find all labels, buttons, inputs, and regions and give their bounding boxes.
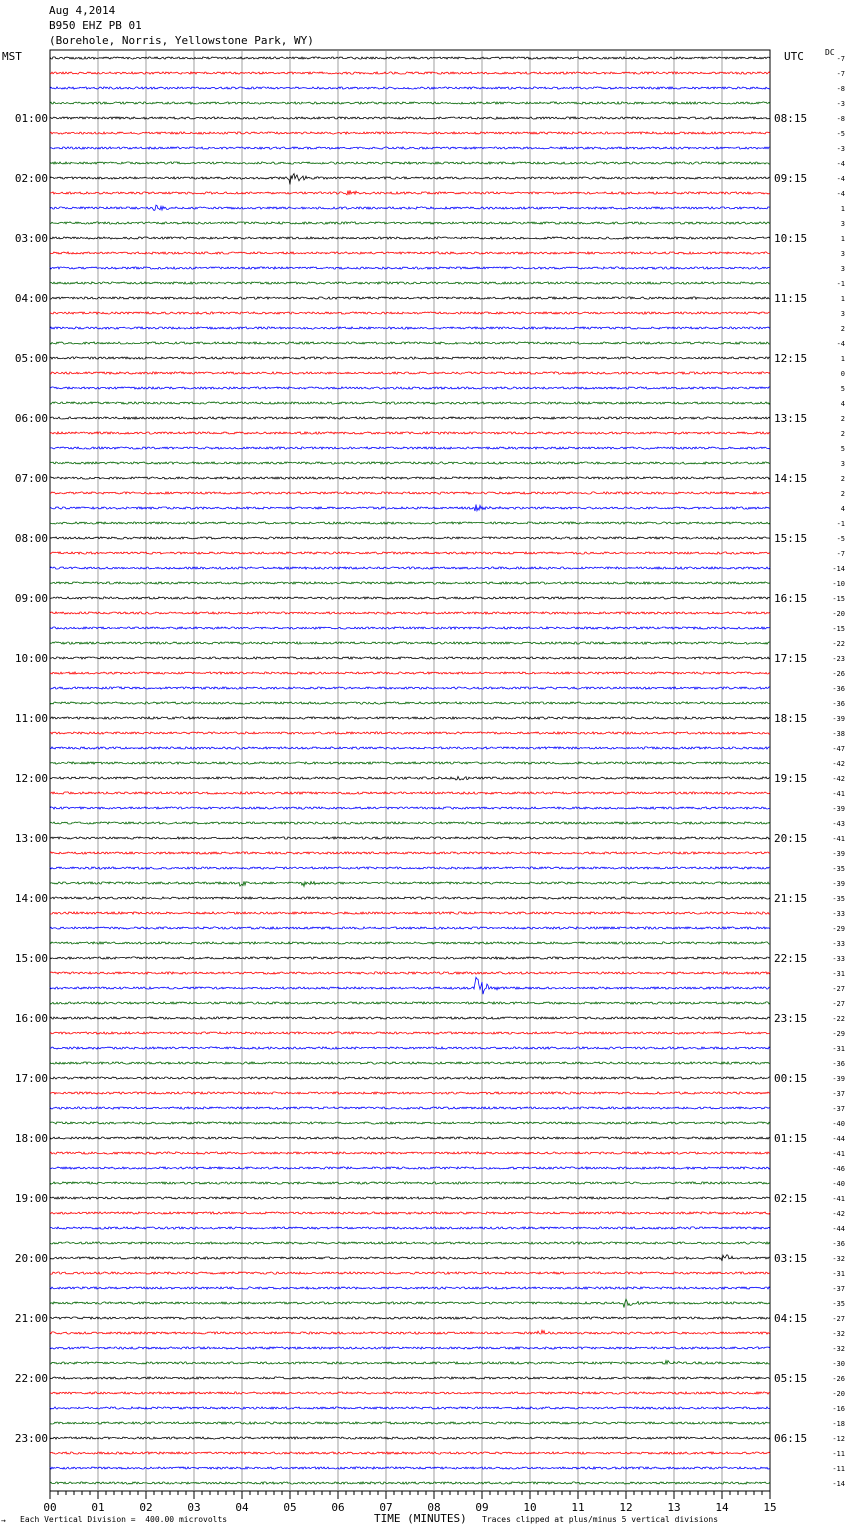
trace-line	[50, 977, 770, 994]
dc-offset-label: -3	[836, 100, 845, 108]
trace-line	[50, 447, 770, 449]
trace-line	[50, 822, 770, 824]
mst-hour-label: 11:00	[14, 712, 48, 725]
trace-line	[50, 1330, 770, 1334]
dc-offset-label: -42	[832, 760, 845, 768]
dc-offset-label: -7	[836, 70, 845, 78]
x-tick-label: 08	[427, 1501, 441, 1514]
trace-line	[50, 402, 770, 404]
scale-note: Each Vertical Division = 400.00 microvolts	[20, 1515, 228, 1524]
dc-offset-label: -22	[832, 1015, 845, 1023]
trace-line	[50, 522, 770, 524]
dc-offset-label: -39	[832, 850, 845, 858]
utc-hour-label: 16:15	[774, 592, 808, 605]
trace-line	[50, 1092, 770, 1094]
x-tick-label: 06	[331, 1501, 345, 1514]
trace-line	[50, 672, 770, 674]
utc-hour-label: 08:15	[774, 112, 808, 125]
trace-line	[50, 327, 770, 329]
dc-offset-label: -37	[832, 1285, 845, 1293]
trace-line	[50, 387, 770, 389]
dc-offset-label: -41	[832, 1150, 845, 1158]
plot-grid	[50, 50, 770, 1491]
trace-line	[50, 762, 770, 764]
trace-line	[50, 1152, 770, 1154]
dc-offset-label: -27	[832, 985, 845, 993]
trace-line	[50, 1299, 770, 1307]
dc-offset-label: 1	[840, 295, 845, 303]
trace-line	[50, 342, 770, 344]
utc-hour-label: 12:15	[774, 352, 808, 365]
record-date: Aug 4,2014	[49, 4, 116, 17]
dc-offset-label: -3	[836, 145, 845, 153]
trace-line	[50, 1047, 770, 1049]
dc-offset-label: -4	[836, 175, 845, 183]
dc-offset-label: -30	[832, 1360, 845, 1368]
dc-offset-label: 3	[840, 265, 845, 273]
trace-line	[50, 1122, 770, 1124]
trace-line	[50, 1182, 770, 1184]
trace-line	[50, 190, 770, 194]
trace-line	[50, 1482, 770, 1484]
trace-line	[50, 881, 770, 886]
trace-line	[50, 1407, 770, 1409]
dc-offset-label: -11	[832, 1465, 845, 1473]
trace-line	[50, 717, 770, 719]
dc-offset-label: 3	[840, 310, 845, 318]
dc-offset-label: -7	[836, 550, 845, 558]
trace-line	[50, 732, 770, 734]
x-tick-label: 14	[715, 1501, 729, 1514]
trace-line	[50, 1347, 770, 1349]
dc-offset-label: -22	[832, 640, 845, 648]
utc-hour-label: 05:15	[774, 1372, 808, 1385]
trace-line	[50, 282, 770, 284]
dc-offset-label: -15	[832, 595, 845, 603]
dc-offset-label: -1	[836, 280, 845, 288]
dc-offset-label: -32	[832, 1255, 845, 1263]
trace-line	[50, 597, 770, 599]
station-code: B950 EHZ PB 01	[49, 19, 142, 32]
utc-hour-label: 00:15	[774, 1072, 808, 1085]
dc-offset-label: -12	[832, 1435, 845, 1443]
trace-line	[50, 912, 770, 914]
dc-offset-label: 3	[840, 220, 845, 228]
dc-offset-label: -27	[832, 1000, 845, 1008]
dc-offset-label: 1	[840, 355, 845, 363]
x-tick-label: 07	[379, 1501, 393, 1514]
utc-hour-label: 01:15	[774, 1132, 808, 1145]
dc-offset-label: -14	[832, 565, 845, 573]
dc-offset-label: -23	[832, 655, 845, 663]
x-tick-label: 03	[187, 1501, 201, 1514]
trace-line	[50, 162, 770, 164]
trace-line	[50, 222, 770, 224]
dc-offset-label: 5	[840, 385, 845, 393]
trace-line	[50, 1272, 770, 1274]
dc-offset-label: -18	[832, 1420, 845, 1428]
dc-offset-label: -10	[832, 580, 845, 588]
trace-line	[50, 612, 770, 614]
dc-offset-label: -40	[832, 1120, 845, 1128]
x-tick-label: 11	[571, 1501, 585, 1514]
x-tick-label: 05	[283, 1501, 297, 1514]
trace-line	[50, 87, 770, 89]
dc-offset-label: 5	[840, 445, 845, 453]
dc-offset-label: -33	[832, 910, 845, 918]
utc-hour-label: 09:15	[774, 172, 808, 185]
utc-hour-label: 15:15	[774, 532, 808, 545]
trace-line	[50, 1452, 770, 1454]
mst-hour-label: 05:00	[14, 352, 48, 365]
trace-line	[50, 117, 770, 119]
dc-offset-label: -20	[832, 1390, 845, 1398]
trace-line	[50, 867, 770, 869]
mst-hour-label: 01:00	[14, 112, 48, 125]
utc-hour-label: 13:15	[774, 412, 808, 425]
mst-hour-label: 19:00	[14, 1192, 48, 1205]
dc-offset-label: -33	[832, 955, 845, 963]
trace-line	[50, 432, 770, 434]
trace-line	[50, 657, 770, 659]
mst-hour-label: 14:00	[14, 892, 48, 905]
dc-offset-label: 2	[840, 490, 845, 498]
trace-line	[50, 972, 770, 974]
mst-hour-label: 08:00	[14, 532, 48, 545]
dc-offset-label: -36	[832, 685, 845, 693]
trace-line	[50, 477, 770, 479]
dc-offset-label: -35	[832, 1300, 845, 1308]
trace-line	[50, 582, 770, 584]
clip-note: Traces clipped at plus/minus 5 vertical divisions	[482, 1515, 719, 1524]
trace-line	[50, 72, 770, 74]
trace-line	[50, 132, 770, 134]
station-location: (Borehole, Norris, Yellowstone Park, WY)	[49, 34, 314, 47]
trace-line	[50, 747, 770, 749]
trace-line	[50, 687, 770, 689]
dc-offset-label: -43	[832, 820, 845, 828]
utc-hour-label: 20:15	[774, 832, 808, 845]
dc-offset-label: -31	[832, 1045, 845, 1053]
x-tick-label: 00	[43, 1501, 57, 1514]
utc-hour-label: 10:15	[774, 232, 808, 245]
x-axis-title: TIME (MINUTES)	[374, 1512, 467, 1525]
dc-offset-label: -42	[832, 775, 845, 783]
mst-hour-label: 16:00	[14, 1012, 48, 1025]
trace-line	[50, 1227, 770, 1229]
mst-hour-label: 15:00	[14, 952, 48, 965]
x-tick-label: 13	[667, 1501, 681, 1514]
dc-offset-label: -33	[832, 940, 845, 948]
mst-hour-label: 04:00	[14, 292, 48, 305]
dc-offset-label: -26	[832, 670, 845, 678]
trace-line	[50, 837, 770, 839]
trace-line	[50, 1242, 770, 1244]
trace-line	[50, 1032, 770, 1034]
trace-line	[50, 1317, 770, 1319]
dc-offset-label: -41	[832, 1195, 845, 1203]
trace-line	[50, 1212, 770, 1214]
trace-line	[50, 1167, 770, 1169]
trace-line	[50, 1377, 770, 1379]
mst-hour-label: 07:00	[14, 472, 48, 485]
mst-hour-label: 06:00	[14, 412, 48, 425]
trace-line	[50, 852, 770, 854]
dc-offset-label: -36	[832, 700, 845, 708]
utc-hour-label: 04:15	[774, 1312, 808, 1325]
dc-offset-label: -36	[832, 1060, 845, 1068]
dc-offset-label: -39	[832, 1075, 845, 1083]
dc-offset-label: 3	[840, 460, 845, 468]
trace-line	[50, 267, 770, 269]
trace-line	[50, 372, 770, 374]
mst-hour-label: 13:00	[14, 832, 48, 845]
dc-offset-label: -41	[832, 790, 845, 798]
trace-line	[50, 297, 770, 299]
dc-offset-label: -4	[836, 190, 845, 198]
dc-offset-label: -1	[836, 520, 845, 528]
dc-offset-label: 4	[840, 505, 845, 513]
utc-hour-label: 02:15	[774, 1192, 808, 1205]
dc-offset-label: -37	[832, 1090, 845, 1098]
dc-offset-label: -38	[832, 730, 845, 738]
dc-label: DC	[825, 48, 835, 57]
trace-line	[50, 57, 770, 59]
trace-line	[50, 1437, 770, 1439]
plot-frame	[50, 50, 770, 1491]
trace-line	[50, 957, 770, 959]
trace-line	[50, 417, 770, 419]
dc-offset-label: -27	[832, 1315, 845, 1323]
dc-offset-label: -4	[836, 340, 845, 348]
mst-hour-label: 17:00	[14, 1072, 48, 1085]
mst-hour-label: 22:00	[14, 1372, 48, 1385]
dc-offset-label: -41	[832, 835, 845, 843]
x-tick-label: 12	[619, 1501, 633, 1514]
utc-hour-label: 23:15	[774, 1012, 808, 1025]
trace-line	[50, 1392, 770, 1394]
x-tick-label: 15	[763, 1501, 777, 1514]
mst-hour-label: 02:00	[14, 172, 48, 185]
trace-line	[50, 102, 770, 104]
dc-offset-label: -44	[832, 1225, 845, 1233]
mst-hour-label: 23:00	[14, 1432, 48, 1445]
dc-offset-label: -37	[832, 1105, 845, 1113]
mst-hour-label: 09:00	[14, 592, 48, 605]
x-tick-label: 10	[523, 1501, 537, 1514]
trace-line	[50, 627, 770, 629]
trace-line	[50, 312, 770, 314]
x-tick-label: 04	[235, 1501, 249, 1514]
dc-offset-label: 2	[840, 430, 845, 438]
x-tick-label: 02	[139, 1501, 153, 1514]
dc-offset-label: -42	[832, 1210, 845, 1218]
seismic-traces	[15, 55, 845, 1488]
trace-line	[50, 702, 770, 704]
utc-hour-label: 06:15	[774, 1432, 808, 1445]
trace-line	[50, 147, 770, 149]
trace-line	[50, 897, 770, 899]
dc-offset-label: -36	[832, 1240, 845, 1248]
trace-line	[50, 1137, 770, 1139]
dc-offset-label: 3	[840, 250, 845, 258]
dc-offset-label: -15	[832, 625, 845, 633]
trace-line	[50, 942, 770, 944]
utc-hour-label: 22:15	[774, 952, 808, 965]
dc-offset-label: -8	[836, 115, 845, 123]
dc-offset-label: 4	[840, 400, 845, 408]
trace-line	[50, 1077, 770, 1079]
trace-line	[50, 927, 770, 929]
dc-offset-label: -7	[836, 55, 845, 63]
dc-offset-label: -39	[832, 805, 845, 813]
dc-offset-label: -39	[832, 880, 845, 888]
utc-hour-label: 18:15	[774, 712, 808, 725]
dc-offset-label: -5	[836, 130, 845, 138]
dc-offset-label: -44	[832, 1135, 845, 1143]
dc-offset-label: -16	[832, 1405, 845, 1413]
mst-hour-label: 18:00	[14, 1132, 48, 1145]
mst-hour-label: 03:00	[14, 232, 48, 245]
trace-line	[50, 807, 770, 809]
trace-line	[50, 174, 770, 185]
utc-hour-label: 11:15	[774, 292, 808, 305]
right-axis-label: UTC	[784, 50, 804, 63]
trace-line	[50, 1197, 770, 1199]
utc-hour-label: 17:15	[774, 652, 808, 665]
dc-offset-label: -26	[832, 1375, 845, 1383]
trace-line	[50, 252, 770, 254]
corner-mark: →	[1, 1516, 6, 1525]
dc-offset-label: -31	[832, 970, 845, 978]
utc-hour-label: 19:15	[774, 772, 808, 785]
x-tick-label: 09	[475, 1501, 489, 1514]
trace-line	[50, 792, 770, 794]
trace-line	[50, 777, 770, 781]
dc-offset-label: -46	[832, 1165, 845, 1173]
dc-offset-label: -35	[832, 895, 845, 903]
dc-offset-label: -5	[836, 535, 845, 543]
dc-offset-label: 2	[840, 475, 845, 483]
dc-offset-label: -4	[836, 160, 845, 168]
trace-line	[50, 1287, 770, 1289]
dc-offset-label: -29	[832, 1030, 845, 1038]
trace-line	[50, 537, 770, 539]
dc-offset-label: -29	[832, 925, 845, 933]
trace-line	[50, 205, 770, 210]
trace-line	[50, 567, 770, 569]
dc-offset-label: -40	[832, 1180, 845, 1188]
dc-offset-label: 1	[840, 235, 845, 243]
dc-offset-label: -14	[832, 1480, 845, 1488]
trace-line	[50, 492, 770, 494]
dc-offset-label: 0	[840, 370, 845, 378]
trace-line	[50, 1002, 770, 1004]
dc-offset-label: -11	[832, 1450, 845, 1458]
trace-line	[50, 1422, 770, 1424]
dc-offset-label: -47	[832, 745, 845, 753]
trace-line	[50, 1107, 770, 1109]
trace-line	[50, 1062, 770, 1064]
mst-hour-label: 20:00	[14, 1252, 48, 1265]
dc-offset-label: -8	[836, 85, 845, 93]
dc-offset-label: 2	[840, 325, 845, 333]
trace-line	[50, 1361, 770, 1365]
trace-line	[50, 552, 770, 554]
dc-offset-label: 1	[840, 205, 845, 213]
dc-offset-label: -32	[832, 1330, 845, 1338]
mst-hour-label: 12:00	[14, 772, 48, 785]
trace-line	[50, 357, 770, 359]
trace-line	[50, 1255, 770, 1261]
x-axis	[43, 1491, 776, 1514]
dc-offset-label: 2	[840, 415, 845, 423]
dc-offset-label: -39	[832, 715, 845, 723]
dc-offset-label: -35	[832, 865, 845, 873]
dc-offset-label: -31	[832, 1270, 845, 1278]
trace-line	[50, 1017, 770, 1019]
mst-hour-label: 10:00	[14, 652, 48, 665]
dc-offset-label: -32	[832, 1345, 845, 1353]
left-axis-label: MST	[2, 50, 22, 63]
mst-hour-label: 21:00	[14, 1312, 48, 1325]
trace-line	[50, 1467, 770, 1469]
x-tick-label: 01	[91, 1501, 105, 1514]
utc-hour-label: 21:15	[774, 892, 808, 905]
trace-line	[50, 642, 770, 644]
trace-line	[50, 237, 770, 239]
dc-offset-label: -20	[832, 610, 845, 618]
trace-line	[50, 505, 770, 512]
utc-hour-label: 03:15	[774, 1252, 808, 1265]
utc-hour-label: 14:15	[774, 472, 808, 485]
trace-line	[50, 462, 770, 464]
